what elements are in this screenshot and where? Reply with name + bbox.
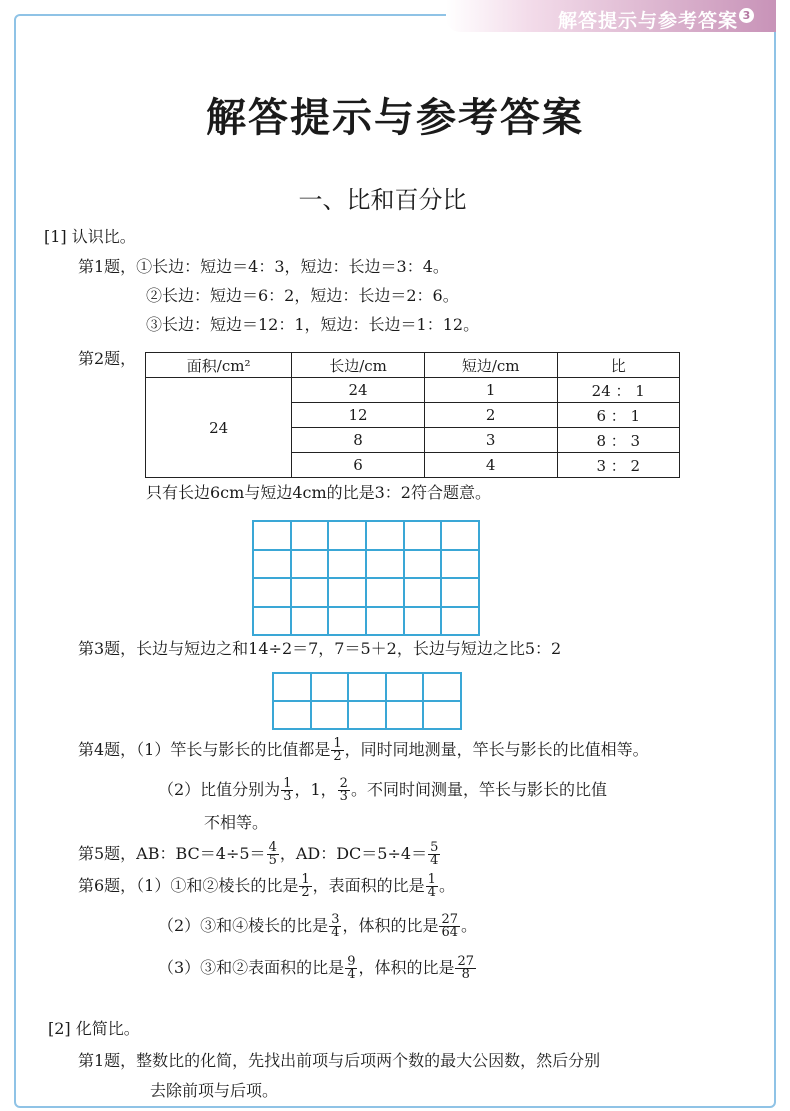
grid-cell <box>291 578 329 607</box>
section1-heading: [1] 认识比。 <box>44 227 136 246</box>
numerator: 1 <box>301 872 310 887</box>
grid-cell <box>441 521 479 550</box>
numerator: 1 <box>427 872 436 887</box>
q4-part2-label: （2）比值分别为 <box>158 780 281 799</box>
header-tab <box>446 0 776 32</box>
grid-cell <box>328 607 366 636</box>
table-cell: 8 <box>292 428 425 453</box>
table-cell: 24 ： 1 <box>557 378 679 403</box>
table-cell: 6 <box>292 453 425 478</box>
grid-cell <box>404 550 442 579</box>
fraction <box>455 956 476 981</box>
denominator: 4 <box>347 967 356 982</box>
denominator: 2 <box>301 885 310 900</box>
section-title: 一、比和百分比 <box>298 186 467 214</box>
grid-cell <box>311 673 349 701</box>
page-number-icon: 3 <box>739 8 754 23</box>
q6-part2 <box>158 914 477 939</box>
q6-part3-mid: ，体积的比是 <box>358 958 455 977</box>
q1-line1: 第1题，①长边：短边＝4：3，短边：长边＝3：4。 <box>78 257 449 276</box>
q6-part1 <box>78 874 455 899</box>
grid-cell <box>441 607 479 636</box>
table-cell: 4 <box>424 453 557 478</box>
grid-cell <box>253 607 291 636</box>
numerator: 27 <box>441 912 459 927</box>
area-cell: 24 <box>146 378 292 478</box>
q6-part2-end: 。 <box>461 916 478 935</box>
numerator: 1 <box>333 736 342 751</box>
q6-part3 <box>158 956 477 981</box>
fraction <box>439 914 460 939</box>
denominator: 4 <box>430 853 439 868</box>
grid-cell <box>423 673 461 701</box>
grid-cell <box>253 550 291 579</box>
grid-cell <box>291 607 329 636</box>
q4-part2-cont: 不相等。 <box>204 813 269 832</box>
grid-cell <box>291 550 329 579</box>
grid-cell <box>328 578 366 607</box>
denominator: 3 <box>339 789 348 804</box>
denominator: 2 <box>333 749 342 764</box>
numerator: 27 <box>457 954 475 969</box>
q4-part1-tail: ，同时同地测量，竿长与影长的比值相等。 <box>344 740 649 759</box>
denominator: 8 <box>461 967 470 982</box>
table-header: 短边/cm <box>424 353 557 378</box>
q6-part1-end: 。 <box>438 876 455 895</box>
grid-cell <box>328 521 366 550</box>
numerator: 4 <box>268 840 277 855</box>
q6-part3-text: （3）③和②表面积的比是 <box>158 958 345 977</box>
numerator: 2 <box>339 776 348 791</box>
table-cell: 12 <box>292 403 425 428</box>
table-cell: 3 ： 2 <box>557 453 679 478</box>
grid-cell <box>273 701 311 729</box>
table-cell: 24 <box>292 378 425 403</box>
grid-cell <box>366 607 404 636</box>
table-row <box>146 378 680 403</box>
table-cell: 8 ： 3 <box>557 428 679 453</box>
grid-cell <box>404 607 442 636</box>
grid-cell <box>348 673 386 701</box>
grid-cell <box>366 578 404 607</box>
table-cell: 1 <box>424 378 557 403</box>
q4-part2 <box>158 778 607 803</box>
q1-line2: ②长边：短边＝6：2，短边：长边＝2：6。 <box>146 286 459 305</box>
grid-cell <box>386 701 424 729</box>
table-header: 面积/cm² <box>146 353 292 378</box>
q3-line: 第3题，长边与短边之和14÷2＝7，7＝5＋2，长边与短边之比5：2 <box>78 639 562 658</box>
q2-note: 只有长边6cm与短边4cm的比是3：2符合题意。 <box>146 483 491 502</box>
fraction <box>331 738 343 763</box>
grid-cell <box>441 550 479 579</box>
s2-q1-line2: 去除前项与后项。 <box>150 1081 279 1100</box>
q6-part2-mid: ，体积的比是 <box>342 916 439 935</box>
table-header: 长边/cm <box>292 353 425 378</box>
q6-part1-mid: ，表面积的比是 <box>312 876 425 895</box>
numerator: 3 <box>331 912 340 927</box>
grid-cell <box>253 578 291 607</box>
grid-cell <box>366 550 404 579</box>
fraction <box>426 874 438 899</box>
grid-cell <box>386 673 424 701</box>
q4-part1-label: 第4题，（1）竿长与影长的比值都是 <box>78 740 331 759</box>
grid-cell <box>366 521 404 550</box>
fraction <box>281 778 293 803</box>
fraction <box>345 956 357 981</box>
denominator: 64 <box>441 925 459 940</box>
header-tab-text: 解答提示与参考答案 <box>557 10 738 32</box>
q4-part2-mid: ，1， <box>294 780 337 799</box>
ratio-table <box>145 352 680 478</box>
grid-cell <box>328 550 366 579</box>
grid-cell <box>291 521 329 550</box>
grid-cell <box>311 701 349 729</box>
q5-text: 第5题，AB：BC＝4÷5＝ <box>78 844 266 863</box>
fraction <box>329 914 341 939</box>
table-cell: 6 ： 1 <box>557 403 679 428</box>
grid-cell <box>441 578 479 607</box>
fraction <box>267 842 279 867</box>
q6-part2-text: （2）③和④棱长的比是 <box>158 916 329 935</box>
grid-cell <box>404 578 442 607</box>
q6-part1-text: 第6题，（1）①和②棱长的比是 <box>78 876 299 895</box>
s2-q1-line1: 第1题，整数比的化简，先找出前项与后项两个数的最大公因数，然后分别 <box>78 1051 601 1070</box>
grid-6x4 <box>252 520 480 636</box>
grid-5x2 <box>272 672 462 730</box>
q4-part2-tail: 。不同时间测量，竿长与影长的比值 <box>350 780 607 799</box>
denominator: 4 <box>427 885 436 900</box>
q5-line <box>78 842 441 867</box>
numerator: 5 <box>430 840 439 855</box>
table-cell: 2 <box>424 403 557 428</box>
grid-cell <box>348 701 386 729</box>
grid-cell <box>253 521 291 550</box>
q5-mid: ，AD：DC＝5÷4＝ <box>279 844 428 863</box>
fraction <box>299 874 311 899</box>
denominator: 3 <box>283 789 292 804</box>
grid-cell <box>423 701 461 729</box>
table-header: 比 <box>557 353 679 378</box>
numerator: 1 <box>283 776 292 791</box>
q2-label: 第2题， <box>78 349 137 368</box>
grid-cell <box>404 521 442 550</box>
q1-line3: ③长边：短边＝12：1，短边：长边＝1：12。 <box>146 315 480 334</box>
numerator: 9 <box>347 954 356 969</box>
fraction <box>428 842 440 867</box>
table-header-row <box>146 353 680 378</box>
denominator: 5 <box>268 853 277 868</box>
grid-cell <box>273 673 311 701</box>
q4-part1 <box>78 738 649 763</box>
fraction <box>338 778 350 803</box>
section2-heading: [2] 化简比。 <box>48 1019 140 1038</box>
page-title: 解答提示与参考答案 <box>206 94 584 141</box>
denominator: 4 <box>331 925 340 940</box>
table-cell: 3 <box>424 428 557 453</box>
